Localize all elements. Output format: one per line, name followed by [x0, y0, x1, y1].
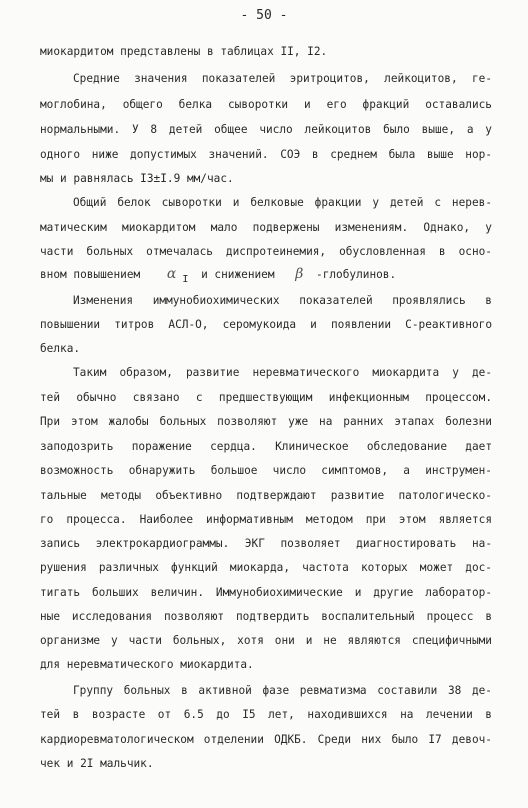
- text-line: одного ниже допустимых значений. СОЭ в среднем была выше нор-: [40, 148, 492, 161]
- text-line: повышении титров АСЛ-О, серомукоида и появлении С-реактивного: [40, 318, 492, 331]
- text-fragment: -глобулинов.: [316, 268, 397, 281]
- text-line: Средние значения показателей эритроцитов, лейкоцитов, ге-: [73, 72, 492, 85]
- text-line: моглобина, общего белка сыворотки и его фракций оставались: [40, 98, 492, 111]
- beta-symbol: β: [295, 267, 304, 282]
- text-line: Таким образом, развитие неревматического миокардита у де-: [73, 366, 492, 379]
- text-line: чек и 2I мальчик.: [40, 757, 154, 770]
- page-number: - 50 -: [240, 8, 288, 23]
- alpha-subscript: I: [182, 274, 189, 283]
- text-line: нормальными. У 8 детей общее число лейкоцитов было выше, а у: [40, 123, 492, 136]
- text-line: белка.: [40, 342, 81, 355]
- text-line: При этом жалобы больных позволяют уже на ранних этапах болезни: [40, 415, 492, 428]
- text-line: тей в возрасте от 6.5 до I5 лет, находившихся на лечении в: [40, 708, 492, 721]
- text-line: ные исследования позволяют подтвердить воспалительный процесс в: [40, 610, 492, 623]
- text-line: го процесса. Наиболее информативным методом при этом является: [40, 513, 492, 526]
- text-line: матическим миокардитом мало подвержены изменениям. Однако, у: [40, 221, 492, 234]
- text-line: тей обычно связано с предшествующим инфекционным процессом.: [40, 391, 492, 404]
- text-fragment: вном повышением: [40, 268, 141, 281]
- text-line: миокардитом представлены в таблицах II, I2.: [40, 45, 328, 58]
- text-line: мы и равнялась I3±I.9 мм/час.: [40, 172, 234, 185]
- text-line: тигать больших величин. Иммунобиохимические и другие лаборатор-: [40, 586, 492, 599]
- alpha-symbol: α: [166, 267, 177, 282]
- text-line: организме у части больных, хотя они и не являются специфичными: [40, 634, 492, 647]
- text-line: Изменения иммунобиохимических показателей проявлялись в: [73, 294, 492, 307]
- text-line: запись электрокардиограммы. ЭКГ позволяет диагностировать на-: [40, 537, 492, 550]
- text-line: возможность обнаружить большое число симптомов, а инструмен-: [40, 464, 492, 477]
- text-line: для неревматического миокардита.: [40, 658, 254, 671]
- text-line: рушения различных функций миокарда, частота которых может дос-: [40, 561, 492, 574]
- text-fragment: и снижением: [201, 268, 275, 281]
- text-line: заподозрить поражение сердца. Клиническое обследование дает: [40, 440, 492, 453]
- text-line-formula: [40, 267, 492, 283]
- text-line: тальные методы объективно подтверждают развитие патологическо-: [40, 489, 492, 502]
- text-line: кардиоревматологическом отделении ОДКБ. Среди них было I7 девоч-: [40, 733, 492, 746]
- text-line: Группу больных в активной фазе ревматизма составили 38 де-: [73, 684, 492, 697]
- text-line: Общий белок сыворотки и белковые фракции у детей с нерев-: [73, 196, 492, 209]
- text-line: части больных отмечалась диспротеинемия, обусловленная в осно-: [40, 245, 492, 258]
